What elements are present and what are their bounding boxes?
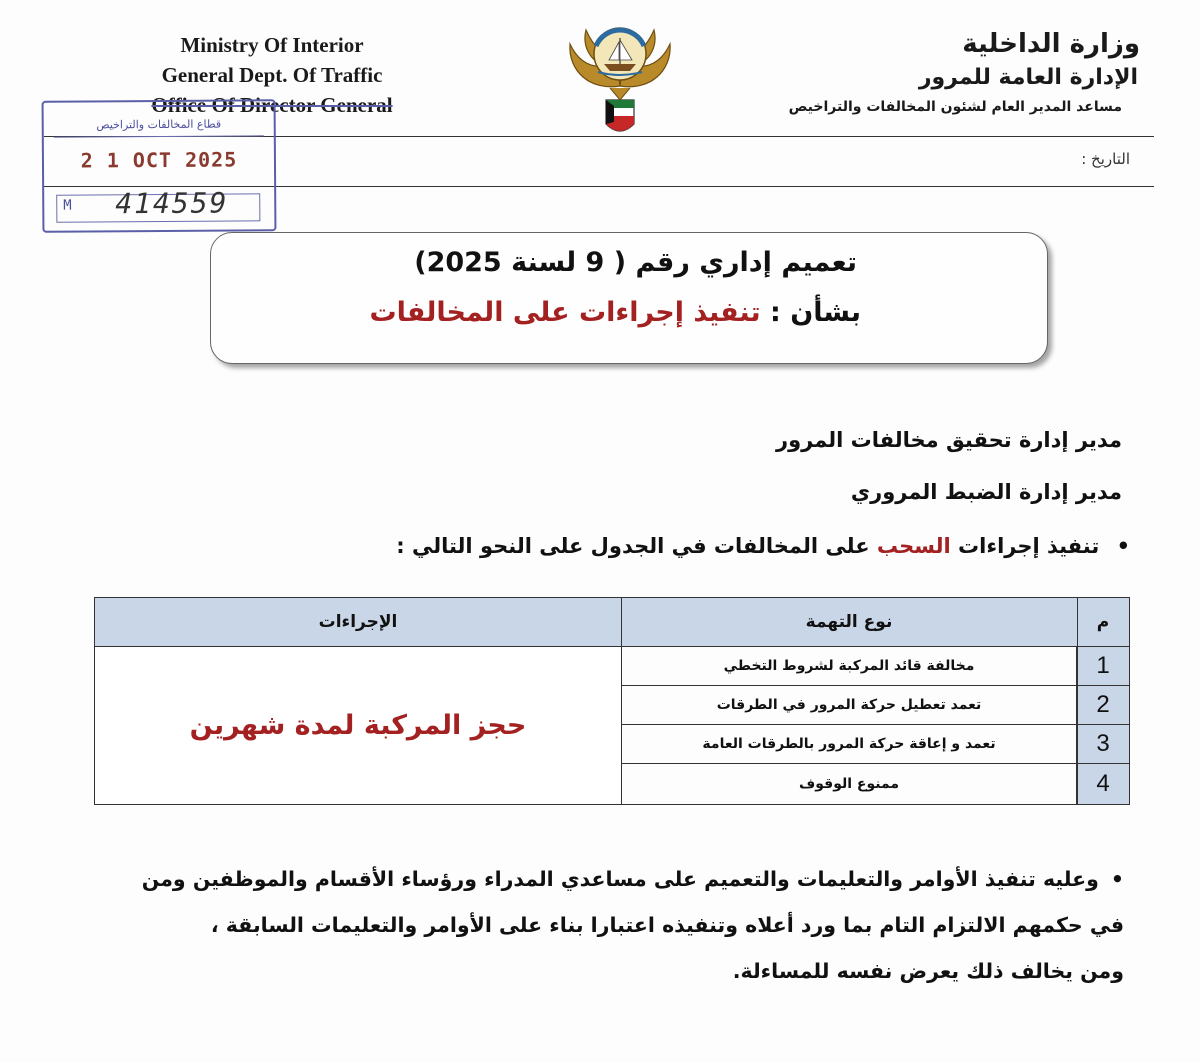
bullet-icon: • <box>1116 534 1130 558</box>
closing-bullet-icon: • <box>1110 867 1124 891</box>
closing-line-1-text: وعليه تنفيذ الأوامر والتعليمات والتعميم على مساعدي المدراء ورؤساء الأقسام والموظفين ومن <box>141 867 1099 891</box>
header-ar-line-3: مساعد المدير العام لشئون المخالفات والتراخيص <box>788 99 1122 115</box>
closing-paragraph <box>84 856 1124 994</box>
table-header-charge: نوع التهمة <box>620 597 1078 647</box>
closing-line-1 <box>84 856 1124 902</box>
intro-before: تنفيذ إجراءات <box>958 534 1100 558</box>
closing-line-3: ومن يخالف ذلك يعرض نفسه للمساءلة. <box>732 959 1124 983</box>
intro-highlight: السحب <box>876 534 951 558</box>
table-row-3-charge: تعمد و إعاقة حركة المرور بالطرقات العامة <box>620 724 1078 764</box>
header-en-line-2: General Dept. Of Traffic <box>161 63 383 87</box>
addressee-2: مدير إدارة الضبط المروري <box>850 480 1122 504</box>
stamp-date: 2 1 OCT 2025 <box>80 147 238 173</box>
table-row-2-num: 2 <box>1076 685 1130 725</box>
header-ar-line-2: الإدارة العامة للمرور <box>918 65 1138 90</box>
stamp-number: 414559 <box>115 186 229 221</box>
violations-table <box>94 597 1130 807</box>
intro-line <box>396 534 1130 558</box>
table-row-3-num: 3 <box>1076 724 1130 764</box>
subject-text: تنفيذ إجراءات على المخالفات <box>369 297 761 328</box>
table-row-1-num: 1 <box>1076 646 1130 686</box>
table-row-2-charge: تعمد تعطيل حركة المرور في الطرقات <box>620 685 1078 725</box>
closing-line-2: في حكمهم الالتزام التام بما ورد أعلاه وتنفيذه اعتبارا بناء على الأوامر والتعليمات السابقة ، <box>210 913 1124 937</box>
header-en-line-3: Office Of Director General <box>151 93 393 117</box>
date-label: التاريخ : <box>1081 150 1130 168</box>
intro-after: على المخالفات في الجدول على النحو التالي : <box>396 534 870 558</box>
stamp-number-box <box>56 186 260 222</box>
header-arabic <box>660 26 1140 120</box>
circular-subject <box>370 297 861 328</box>
subject-label: بشأن : <box>770 297 861 328</box>
title-box <box>210 232 1048 364</box>
table-row-4-charge: ممنوع الوقوف <box>620 763 1078 805</box>
table-header-num: م <box>1076 597 1130 647</box>
stamp-header: قطاع المخالفات والتراخيص <box>54 109 264 137</box>
received-stamp <box>42 99 277 233</box>
table-header-action: الإجراءات <box>94 597 622 647</box>
stamp-prefix: M <box>63 197 72 214</box>
table-row-4-num: 4 <box>1076 763 1130 805</box>
circular-title: تعميم إداري رقم ( 9 لسنة 2025) <box>414 247 857 278</box>
header-en-line-1: Ministry Of Interior <box>180 33 364 57</box>
header-ar-line-1: وزارة الداخلية <box>962 29 1140 59</box>
addressee-1: مدير إدارة تحقيق مخالفات المرور <box>776 428 1122 452</box>
table-row-1-charge: مخالفة قائد المركبة لشروط التخطي <box>620 646 1078 686</box>
table-action-cell: حجز المركبة لمدة شهرين <box>94 646 622 805</box>
